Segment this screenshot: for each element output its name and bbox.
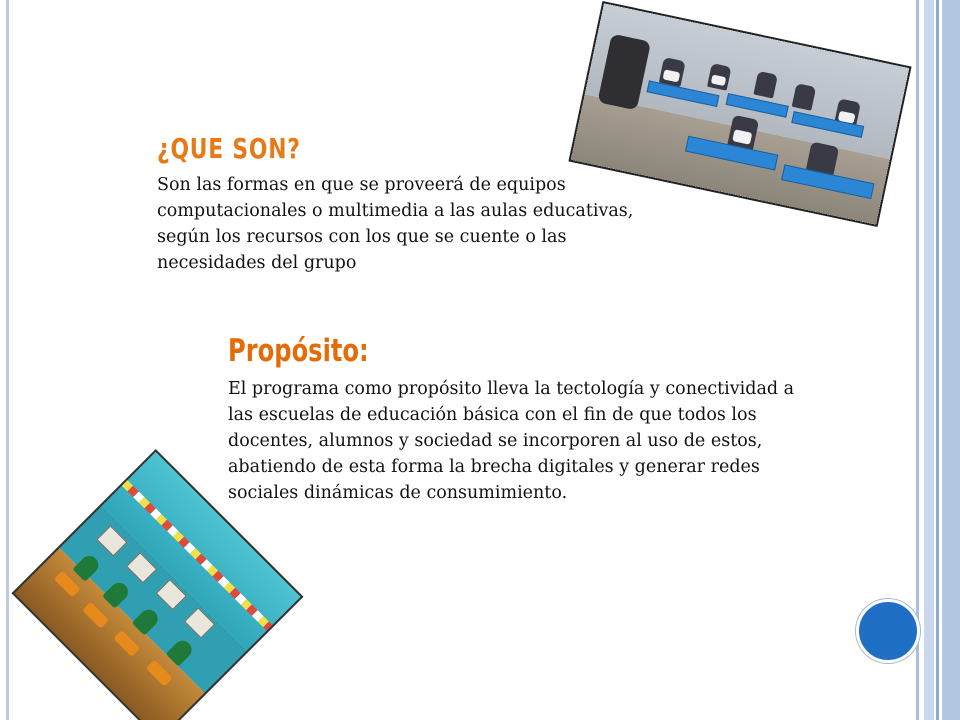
right-stripe [942, 0, 960, 720]
right-stripe [924, 0, 934, 720]
section-title-proposito: Propósito: [228, 333, 369, 369]
left-border-line [6, 0, 9, 720]
section-title-que-son: ¿QUE SON? [157, 132, 301, 165]
right-stripe [936, 0, 939, 720]
section-body-proposito: El programa como propósito lleva la tectología y conectividad a las escuelas de educación básica con el fin de que todos los docentes, alumnos y sociedad se incorporen al uso de estos, abatiendo de esta forma la brecha digitales y generar redes sociales dinámicas de consumimiento. [228, 379, 795, 503]
blue-circle-decoration [856, 599, 920, 663]
right-stripe [916, 0, 919, 720]
section-body-que-son: Son las formas en que se proveerá de equipos computacionales o multimedia a las aulas educativas, según los recursos con los que se cuente o las necesidades del grupo [157, 175, 634, 273]
right-decorative-band [916, 0, 960, 720]
